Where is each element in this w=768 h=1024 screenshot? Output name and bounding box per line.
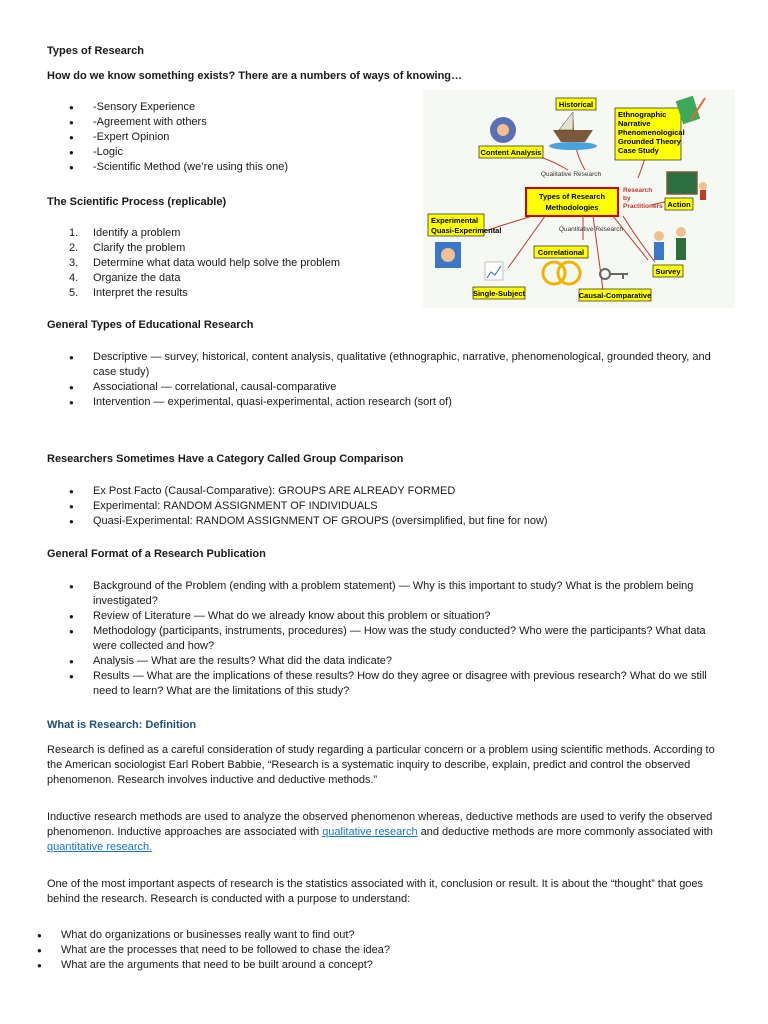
- list-item: 1. Identify a problem: [69, 227, 181, 239]
- list-item: ● What are the processes that need to be followed to chase the idea?: [15, 943, 715, 958]
- scientific-process-steps: [47, 226, 407, 301]
- definition-heading: What is Research: Definition: [47, 719, 197, 731]
- list-item: ● Ex Post Facto (Causal-Comparative): GROUPS ARE ALREADY FORMED: [47, 484, 717, 499]
- ethnographic-line-1: Ethnographic: [618, 110, 667, 119]
- qualitative-research-link[interactable]: qualitative research: [322, 826, 418, 838]
- list-item: 2. Clarify the problem: [69, 242, 186, 254]
- educational-heading: General Types of Educational Research: [47, 319, 254, 331]
- practitioners-line-3: Practitioners: [623, 203, 663, 210]
- center-line-2: Methodologies: [545, 203, 599, 212]
- single-subject-label: Single-Subject: [472, 289, 526, 298]
- historical-label: Historical: [558, 100, 594, 109]
- ethnographic-line-2: Narrative: [618, 119, 651, 128]
- list-item: ● Experimental: RANDOM ASSIGNMENT OF INDIVIDUALS: [47, 499, 717, 514]
- research-methodologies-diagram: [423, 90, 735, 308]
- graph-icon: [485, 262, 503, 280]
- quantitative-research-link[interactable]: quantitative research.: [47, 841, 153, 853]
- list-item: 4. Organize the data: [69, 272, 181, 284]
- list-item: ● -Expert Opinion: [47, 130, 407, 145]
- content-analysis-label: Content Analysis: [480, 148, 542, 157]
- practitioners-line-1: Research: [623, 187, 653, 194]
- ethnographic-line-4: Grounded Theory: [618, 137, 681, 146]
- list-item: ● -Scientific Method (we’re using this one): [47, 160, 407, 175]
- definition-paragraph-3: One of the most important aspects of research is the statistics associated with it, conclusion or result. It is about the “thought” that goes behind the research. Research is conducted with a purpose to understand:: [47, 878, 704, 905]
- survey-label: Survey: [655, 267, 681, 276]
- page-title: Types of Research: [47, 45, 145, 57]
- experimental-line-1: Experimental: [431, 216, 479, 225]
- list-item: ● What are the arguments that need to be built around a concept?: [15, 958, 715, 973]
- content-analysis-icon: [490, 117, 516, 143]
- group-comparison-list: [47, 484, 717, 529]
- list-item: ● -Agreement with others: [47, 115, 407, 130]
- research-questions-list: [15, 928, 715, 973]
- microscope-icon: [435, 242, 461, 268]
- ways-of-knowing-list: [47, 100, 407, 175]
- qualitative-label: Qualitative Research: [540, 171, 602, 178]
- list-item: ● Quasi-Experimental: RANDOM ASSIGNMENT OF GROUPS (oversimplified, but fine for now): [47, 514, 717, 529]
- list-item: 5. Interpret the results: [69, 287, 188, 299]
- center-line-1: Types of Research: [538, 192, 606, 201]
- list-item: ● -Logic: [47, 145, 407, 160]
- list-item: ● Analysis — What are the results? What did the data indicate?: [47, 654, 717, 669]
- definition-paragraph-1: Research is defined as a careful consideration of study regarding a particular concern or a problem using scientific methods. According to the American sociologist Earl Robert Babbie, “Research is a systematic inquiry to describe, explain, predict and control the observed phenomenon. Research involves inductive and deductive methods.”: [47, 744, 715, 786]
- list-item: ● Background of the Problem (ending with a problem statement) — Why is this important to study? What is the problem being investigated?: [47, 579, 717, 609]
- action-label: Action: [667, 200, 691, 209]
- practitioners-line-2: by: [623, 195, 631, 202]
- correlational-label: Correlational: [537, 248, 585, 257]
- definition-paragraph-2: Inductive research methods are used to analyze the observed phenomenon whereas, deductive methods are used to verify the observed phenomenon. Inductive approaches are associated with qualitative research and deductive methods are more commonly associated with quantitative research.: [47, 811, 713, 853]
- list-item: ● -Sensory Experience: [47, 100, 407, 115]
- list-item: ● Descriptive — survey, historical, content analysis, qualitative (ethnographic, narrative, phenomenological, grounded theory, and case study): [47, 350, 717, 380]
- educational-list: [47, 350, 717, 410]
- quantitative-label: Quantitative Research: [558, 226, 624, 233]
- list-item: ● Review of Literature — What do we already know about this problem or situation?: [47, 609, 717, 624]
- ethnographic-line-3: Phenomenological: [618, 128, 685, 137]
- list-item: ● What do organizations or businesses really want to find out?: [15, 928, 715, 943]
- publication-heading: General Format of a Research Publication: [47, 548, 266, 560]
- knowing-question: How do we know something exists? There are a numbers of ways of knowing…: [47, 70, 463, 82]
- list-item: 3. Determine what data would help solve the problem: [69, 257, 341, 269]
- experimental-line-2: Quasi-Experimental: [431, 226, 502, 235]
- scientific-process-heading: The Scientific Process (replicable): [47, 196, 227, 208]
- causal-comparative-label: Causal-Comparative: [578, 291, 652, 300]
- publication-list: [47, 579, 717, 699]
- group-comparison-heading: Researchers Sometimes Have a Category Called Group Comparison: [47, 453, 404, 465]
- list-item: ● Methodology (participants, instruments, procedures) — How was the study conducted? Who were the participants? What data were collected and how?: [47, 624, 717, 654]
- list-item: ● Results — What are the implications of these results? How do they agree or disagree with previous research? What do we still need to learn? What are the limitations of this study?: [47, 669, 717, 699]
- list-item: ● Associational — correlational, causal-comparative: [47, 380, 717, 395]
- ethnographic-line-5: Case Study: [618, 146, 659, 155]
- list-item: ● Intervention — experimental, quasi-experimental, action research (sort of): [47, 395, 717, 410]
